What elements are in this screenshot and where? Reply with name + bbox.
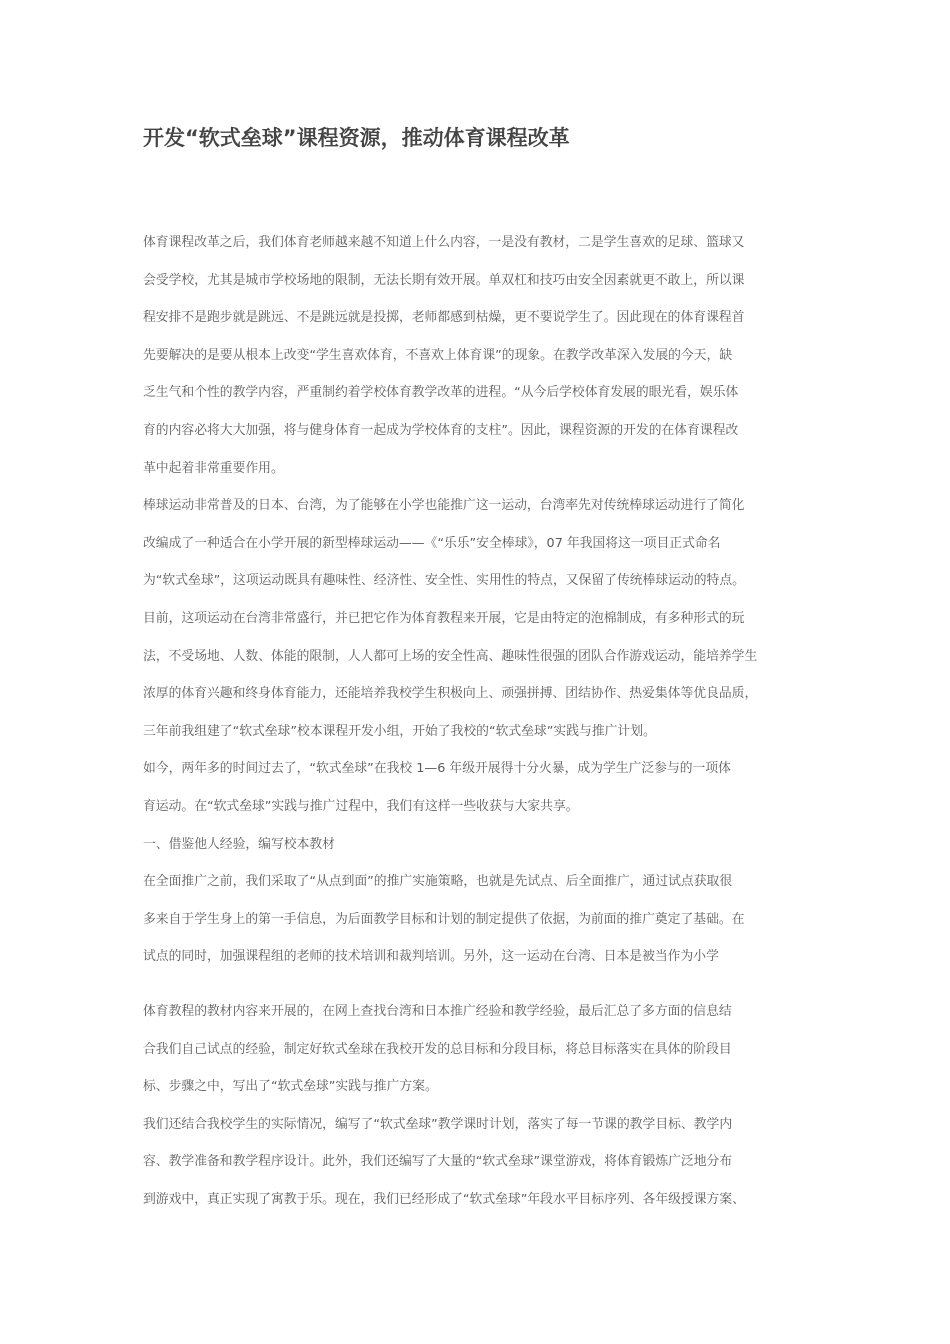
text-line: 育运动。在“软式垒球”实践与推广过程中，我们有这样一些收获与大家共享。	[143, 798, 579, 814]
text-line: 试点的同时，加强课程组的老师的技术培训和裁判培训。另外，这一运动在台湾、日本是被当作为小学	[143, 949, 719, 965]
text-line: 改编成了一种适合在小学开展的新型棒球运动——《“乐乐”安全棒球》，07 年我国将这一项目正式命名	[143, 535, 721, 551]
text-line: 多来自于学生身上的第一手信息，为后面教学目标和计划的制定提供了依据，为前面的推广奠定了基础。在	[143, 911, 745, 927]
text-line: 一、借鉴他人经验，编写校本教材	[143, 836, 335, 852]
paragraph-3	[143, 750, 810, 825]
text-line: 棒球运动非常普及的日本、台湾，为了能够在小学也能推广这一运动，台湾率先对传统棒球运动进行了简化	[143, 498, 745, 514]
document-title: 开发“软式垒球”课程资源，推动体育课程改革	[143, 126, 570, 150]
text-line: 合我们自己试点的经验，制定好软式垒球在我校开发的总目标和分段目标，将总目标落实在具体的阶段目	[143, 1041, 732, 1057]
text-line: 先要解决的是要从根本上改变“学生喜欢体育，不喜欢上体育课”的现象。在教学改革深入发展的今天，缺	[143, 347, 733, 363]
paragraph-1	[143, 224, 810, 487]
text-line: 乏生气和个性的教学内容，严重制约着学校体育教学改革的进程。“从今后学校体育发展的眼光看，娱乐体	[143, 385, 739, 401]
text-line: 法，不受场地、人数、体能的限制，人人都可上场的安全性高、趣味性很强的团队合作游戏运动，能培养学生	[143, 648, 758, 664]
paragraph-5	[143, 993, 810, 1106]
paragraph-4	[143, 863, 810, 976]
paragraph-2	[143, 487, 810, 750]
text-line: 育的内容必将大大加强，将与健身体育一起成为学校体育的支柱”。因此，课程资源的开发的在体育课程改	[143, 422, 739, 438]
text-line: 到游戏中，真正实现了寓教于乐。现在，我们已经形成了“软式垒球”年段水平目标序列、各年级授课方案、	[143, 1191, 745, 1207]
body-block-1	[143, 224, 810, 976]
text-line: 三年前我组建了“软式垒球”校本课程开发小组，开始了我校的“软式垒球”实践与推广计划。	[143, 723, 656, 739]
text-line: 体育课程改革之后，我们体育老师越来越不知道上什么内容，一是没有教材，二是学生喜欢的足球、篮球又	[143, 235, 745, 250]
text-line: 浓厚的体育兴趣和终身体育能力，还能培养我校学生积极向上、顽强拼搏、团结协作、热爱集体等优良品质，	[143, 686, 758, 702]
text-line: 体育教程的教材内容来开展的，在网上查找台湾和日本推广经验和教学经验，最后汇总了多方面的信息结	[143, 1004, 732, 1019]
body-block-2	[143, 993, 810, 1219]
text-line: 革中起着非常重要作用。	[143, 460, 284, 476]
section-heading-1	[143, 826, 810, 864]
text-line: 程安排不是跑步就是跳远、不是跳远就是投掷，老师都感到枯燥，更不要说学生了。因此现在的体育课程首	[143, 310, 745, 326]
text-line: 如今，两年多的时间过去了，“软式垒球”在我校 1—6 年级开展得十分火暴，成为学生广泛参与的一项体	[143, 761, 731, 777]
text-line: 容、教学准备和教学程序设计。此外，我们还编写了大量的“软式垒球”课堂游戏，将体育锻炼广泛地分布	[143, 1154, 733, 1170]
text-line: 为“软式垒球”，这项运动既具有趣味性、经济性、安全性、实用性的特点，又保留了传统棒球运动的特点。	[143, 573, 745, 589]
text-line: 标、步骤之中，写出了“软式垒球”实践与推广方案。	[143, 1079, 438, 1095]
text-line: 会受学校，尤其是城市学校场地的限制，无法长期有效开展。单双杠和技巧由安全因素就更不敢上，所以课	[143, 272, 745, 288]
text-line: 在全面推广之前，我们采取了“从点到面”的推广实施策略，也就是先试点、后全面推广，通过试点获取很	[143, 874, 733, 890]
paragraph-6	[143, 1106, 810, 1219]
text-line: 目前，这项运动在台湾非常盛行，并已把它作为体育教程来开展，它是由特定的泡棉制成，有多种形式的玩	[143, 610, 745, 626]
text-line: 我们还结合我校学生的实际情况，编写了“软式垒球”教学课时计划，落实了每一节课的教学目标、教学内	[143, 1116, 733, 1132]
